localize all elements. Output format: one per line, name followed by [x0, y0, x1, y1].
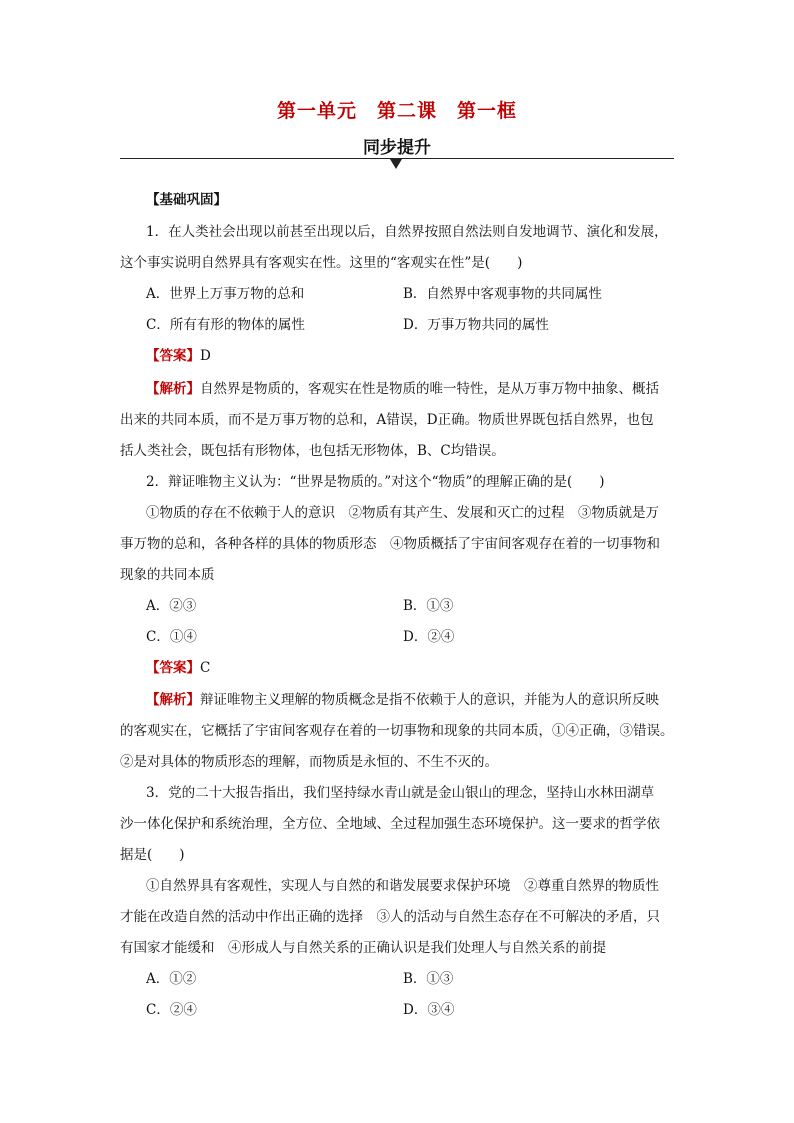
q2-option-a: A．②③ [146, 598, 197, 614]
page-subtitle: 同步提升 [363, 138, 431, 158]
q1-option-d: D．万事万物共同的属性 [403, 317, 549, 333]
q2-analysis-line-1 [146, 690, 659, 710]
q3-stem-line-4: ①自然界具有客观性，实现人与自然的和谐发展要求保护环境 ②尊重自然界的物质性 [146, 878, 659, 894]
q1-answer [146, 346, 211, 366]
section-label: 【基础巩固】 [146, 192, 227, 208]
q3-option-d: D．③④ [403, 1002, 455, 1018]
answer-tag: 【答案】 [146, 348, 200, 364]
q1-option-a: A．世界上万事万物的总和 [146, 286, 305, 302]
q3-option-c: C．②④ [146, 1002, 197, 1018]
analysis-tag: 【解析】 [146, 692, 200, 708]
analysis-text: 辩证唯物主义理解的物质概念是指不依赖于人的意识，并能为人的意识所反映 [200, 692, 659, 708]
q3-stem-line-5: 才能在改造自然的活动中作出正确的选择 ③人的活动与自然生态存在不可解决的矛盾，只 [120, 909, 660, 925]
q1-stem-line-1: 1．在人类社会出现以前甚至出现以后，自然界按照自然法则自发地调节、演化和发展， [146, 224, 668, 240]
q3-stem-line-1: 3．党的二十大报告指出，我们坚持绿水青山就是金山银山的理念，坚持山水林田湖草 [146, 785, 655, 801]
q2-analysis-line-3: ②是对具体的物质形态的理解，而物质是永恒的、不生不灭的。 [120, 754, 498, 770]
q1-analysis-line-3: 括人类社会，既包括有形物体，也包括无形物体，B、C均错误。 [120, 443, 505, 459]
analysis-text: 自然界是物质的，客观实在性是物质的唯一特性，是从万事万物中抽象、概括 [200, 381, 659, 397]
q3-option-b: B．①③ [403, 971, 454, 987]
q3-option-a: A．①② [146, 971, 197, 987]
q2-stem-line-2: ①物质的存在不依赖于人的意识 ②物质有其产生、发展和灭亡的过程 ③物质就是万 [146, 505, 659, 521]
q2-option-d: D．②④ [403, 629, 455, 645]
q1-option-c: C．所有有形的物体的属性 [146, 317, 305, 333]
q1-stem-line-2: 这个事实说明自然界具有客观实在性。这里的“客观实在性”是( ) [120, 255, 523, 271]
q3-stem-line-2: 沙一体化保护和系统治理，全方位、全地域、全过程加强生态环境保护。这一要求的哲学依 [120, 816, 660, 832]
q2-option-c: C．①④ [146, 629, 197, 645]
q1-option-b: B．自然界中客观事物的共同属性 [403, 286, 602, 302]
analysis-tag: 【解析】 [146, 381, 200, 397]
divider-arrow-icon [390, 159, 402, 169]
q2-analysis-line-2: 的客观实在，它概括了宇宙间客观存在着的一切事物和现象的共同本质，①④正确，③错误。 [120, 723, 674, 739]
q2-stem-line-1: 2．辩证唯物主义认为：“世界是物质的。”对这个“物质”的理解正确的是( ) [146, 474, 605, 490]
page-title: 第一单元 第二课 第一框 [276, 100, 517, 122]
q3-stem-line-6: 有国家才能缓和 ④形成人与自然关系的正确认识是我们处理人与自然关系的前提 [120, 940, 606, 956]
q2-stem-line-3: 事万物的总和，各种各样的具体的物质形态 ④物质概括了宇宙间客观存在着的一切事物和 [120, 536, 660, 552]
answer-tag: 【答案】 [146, 660, 200, 676]
q3-stem-line-3: 据是( ) [120, 847, 185, 863]
q2-answer [146, 658, 210, 678]
q2-stem-line-4: 现象的共同本质 [120, 567, 215, 583]
answer-value: C [200, 660, 211, 676]
answer-value: D [200, 348, 211, 364]
q2-option-b: B．①③ [403, 598, 454, 614]
q1-analysis-line-2: 出来的共同本质，而不是万事万物的总和，A错误，D正确。物质世界既包括自然界，也包 [120, 412, 654, 428]
q1-analysis-line-1 [146, 379, 659, 399]
